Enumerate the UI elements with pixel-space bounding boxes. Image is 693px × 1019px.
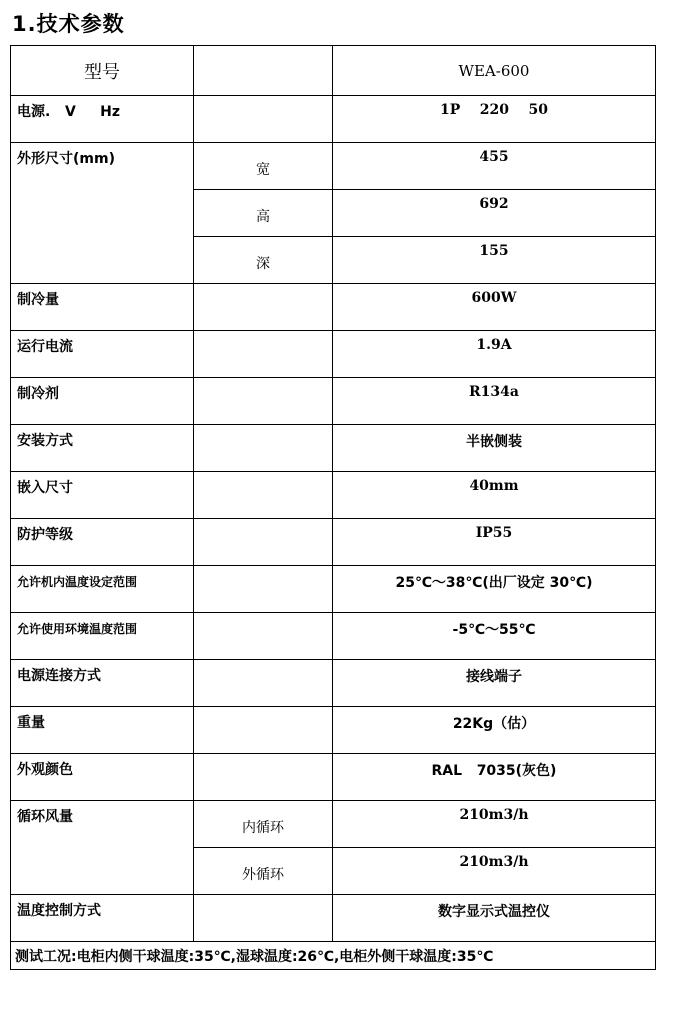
empty-cell [194, 519, 333, 566]
airflow-sub-label: 内循环 [194, 801, 333, 848]
power-label: 电源. V Hz [11, 96, 194, 143]
test-conditions-note: 测试工况:电柜内侧干球温度:35℃,湿球温度:26℃,电柜外侧干球温度:35℃ [11, 942, 656, 970]
dimension-sub-label: 高 [194, 190, 333, 237]
row-label: 嵌入尺寸 [11, 472, 194, 519]
empty-cell [194, 472, 333, 519]
table-row [11, 566, 656, 613]
empty-cell [194, 96, 333, 143]
empty-cell [194, 378, 333, 425]
empty-cell [194, 566, 333, 613]
row-value: 数字显示式温控仪 [333, 895, 656, 942]
row-value: R134a [333, 378, 656, 425]
row-label: 防护等级 [11, 519, 194, 566]
dimension-sub-label: 深 [194, 237, 333, 284]
row-label: 安装方式 [11, 425, 194, 472]
row-value: IP55 [333, 519, 656, 566]
row-value: RAL 7035(灰色) [333, 754, 656, 801]
dimension-sub-label: 宽 [194, 143, 333, 190]
empty-cell [194, 707, 333, 754]
table-row [11, 425, 656, 472]
empty-cell [194, 425, 333, 472]
airflow-sub-label: 外循环 [194, 848, 333, 895]
row-label: 重量 [11, 707, 194, 754]
empty-cell [194, 46, 333, 96]
empty-cell [194, 331, 333, 378]
empty-cell [194, 284, 333, 331]
row-label: 外观颜色 [11, 754, 194, 801]
row-label: 允许使用环境温度范围 [11, 613, 194, 660]
table-row [11, 472, 656, 519]
power-value: 1P 220 50 [333, 96, 656, 143]
test-conditions-row [11, 942, 656, 970]
table-row [11, 378, 656, 425]
airflow-value: 210m3/h [333, 848, 656, 895]
row-value: -5℃～55℃ [333, 613, 656, 660]
spec-table [10, 45, 656, 970]
row-value: 接线端子 [333, 660, 656, 707]
row-value: 600W [333, 284, 656, 331]
table-header-row [11, 46, 656, 96]
table-row-airflow [11, 801, 656, 848]
row-label: 允许机内温度设定范围 [11, 566, 194, 613]
table-row-dimension [11, 143, 656, 190]
dimension-value: 455 [333, 143, 656, 190]
table-row [11, 707, 656, 754]
table-row [11, 895, 656, 942]
dimensions-label: 外形尺寸(mm) [11, 143, 194, 284]
row-value: 25℃～38℃(出厂设定 30℃) [333, 566, 656, 613]
row-label: 制冷量 [11, 284, 194, 331]
empty-cell [194, 613, 333, 660]
row-value: 22Kg（估） [333, 707, 656, 754]
page-title: 1.技术参数 [12, 12, 125, 36]
model-value: WEA-600 [333, 46, 656, 96]
row-label: 制冷剂 [11, 378, 194, 425]
empty-cell [194, 754, 333, 801]
table-row [11, 331, 656, 378]
airflow-value: 210m3/h [333, 801, 656, 848]
row-value: 40mm [333, 472, 656, 519]
row-label: 电源连接方式 [11, 660, 194, 707]
dimension-value: 155 [333, 237, 656, 284]
table-row [11, 284, 656, 331]
row-label: 运行电流 [11, 331, 194, 378]
row-value: 半嵌侧装 [333, 425, 656, 472]
table-row [11, 754, 656, 801]
empty-cell [194, 660, 333, 707]
dimension-value: 692 [333, 190, 656, 237]
row-label: 温度控制方式 [11, 895, 194, 942]
table-row [11, 660, 656, 707]
table-row [11, 613, 656, 660]
model-label: 型号 [11, 46, 194, 96]
table-row-power [11, 96, 656, 143]
table-row [11, 519, 656, 566]
airflow-label: 循环风量 [11, 801, 194, 895]
row-value: 1.9A [333, 331, 656, 378]
empty-cell [194, 895, 333, 942]
